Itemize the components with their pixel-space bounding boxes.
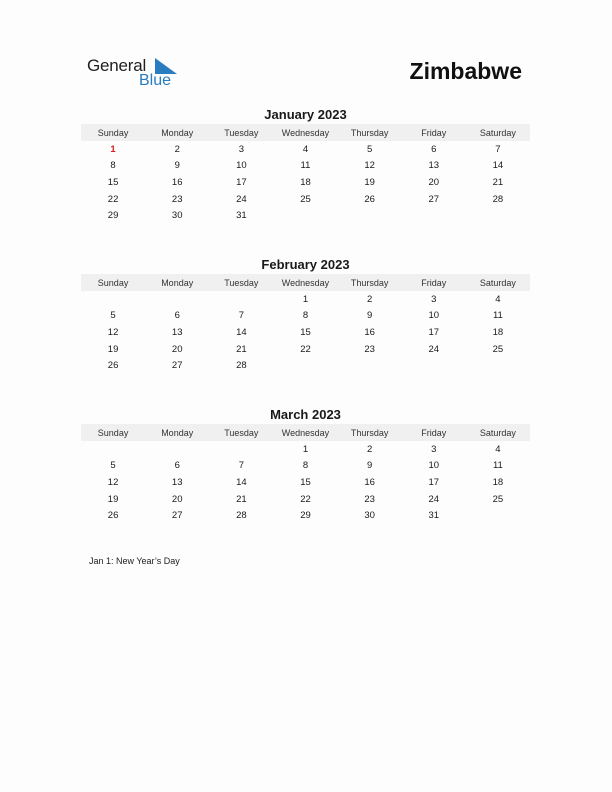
day-cell: 14 (492, 160, 504, 172)
day-cell: 17 (428, 326, 440, 338)
day-cell: 12 (107, 326, 119, 338)
week-row (81, 158, 530, 175)
day-cell: 20 (171, 343, 183, 355)
month-grid (81, 441, 530, 524)
week-row (81, 491, 530, 508)
weekday-label: Friday (421, 127, 447, 138)
country-title: Zimbabwe (409, 58, 522, 84)
weekday-label: Tuesday (224, 277, 259, 288)
day-cell: 7 (238, 460, 244, 472)
day-cell: 26 (107, 360, 119, 372)
day-cell: 10 (428, 460, 440, 472)
day-cell: 27 (428, 193, 440, 205)
day-cell: 11 (300, 160, 311, 172)
day-cell: 12 (364, 160, 375, 172)
day-cell: 23 (171, 193, 183, 205)
day-cell: 30 (364, 510, 375, 522)
day-cell: 13 (428, 160, 440, 172)
weekday-label: Monday (161, 427, 194, 438)
day-cell: 16 (364, 476, 375, 488)
month-title: January 2023 (264, 107, 347, 122)
day-cell: 4 (302, 143, 309, 155)
week-row (81, 341, 530, 358)
day-cell: 5 (110, 310, 116, 322)
day-cell: 19 (364, 176, 375, 188)
week-row (81, 458, 530, 475)
day-cell: 27 (171, 510, 183, 522)
day-cell: 3 (238, 143, 244, 155)
day-cell: 16 (364, 326, 375, 338)
day-cell: 26 (364, 193, 375, 205)
day-cell: 22 (300, 343, 311, 355)
day-cell: 11 (492, 460, 503, 472)
brand-line1: General (87, 56, 147, 75)
week-row (81, 324, 530, 341)
week-row (81, 507, 530, 524)
day-cell: 21 (236, 343, 247, 355)
weekday-label: Wednesday (281, 127, 330, 138)
week-row (81, 207, 530, 224)
day-cell: 28 (236, 360, 247, 372)
weekday-label: Tuesday (224, 127, 259, 138)
day-cell: 28 (492, 193, 504, 205)
weekday-label: Thursday (350, 427, 389, 438)
weekday-header (81, 274, 530, 291)
day-cell: 28 (236, 510, 247, 522)
day-cell: 9 (174, 160, 180, 172)
week-row (81, 308, 530, 325)
weekday-header (81, 424, 530, 441)
month-february (81, 256, 530, 374)
weekday-label: Thursday (350, 277, 389, 288)
day-cell: 15 (300, 326, 311, 338)
day-cell: 15 (107, 176, 119, 188)
weekday-label: Wednesday (281, 427, 330, 438)
month-grid (81, 141, 530, 224)
day-cell: 11 (492, 310, 503, 322)
day-cell: 14 (236, 476, 247, 488)
day-cell: 6 (431, 143, 437, 155)
day-cell: 1 (302, 443, 309, 455)
day-cell: 20 (428, 176, 440, 188)
week-row (81, 357, 530, 374)
day-cell: 15 (300, 476, 311, 488)
day-cell: 27 (171, 360, 183, 372)
day-cell: 8 (302, 460, 309, 472)
holiday-note: Jan 1: New Year’s Day (89, 556, 180, 566)
day-cell: 4 (495, 443, 501, 455)
day-cell: 13 (171, 476, 183, 488)
weekday-label: Monday (161, 127, 194, 138)
day-cell: 23 (364, 343, 375, 355)
weekday-label: Sunday (97, 127, 129, 138)
weekday-label: Sunday (97, 277, 129, 288)
day-cell-holiday: 1 (110, 143, 116, 155)
day-cell: 24 (428, 343, 440, 355)
day-cell: 26 (107, 510, 119, 522)
day-cell: 17 (428, 476, 440, 488)
day-cell: 2 (366, 443, 373, 455)
holiday-notes (89, 556, 180, 566)
day-cell: 25 (492, 343, 504, 355)
day-cell: 21 (236, 493, 247, 505)
month-march (81, 406, 530, 524)
day-cell: 7 (495, 143, 501, 155)
day-cell: 3 (431, 443, 437, 455)
day-cell: 5 (366, 143, 373, 155)
brand-line2: Blue (139, 72, 172, 89)
day-cell: 31 (236, 210, 247, 222)
day-cell: 31 (428, 510, 440, 522)
day-cell: 10 (236, 160, 247, 172)
day-cell: 14 (236, 326, 247, 338)
weekday-label: Sunday (97, 427, 129, 438)
day-cell: 22 (107, 193, 119, 205)
day-cell: 2 (366, 293, 373, 305)
day-cell: 5 (110, 460, 116, 472)
month-grid (81, 291, 530, 374)
day-cell: 2 (174, 143, 180, 155)
day-cell: 6 (174, 310, 180, 322)
day-cell: 25 (492, 493, 504, 505)
day-cell: 8 (302, 310, 309, 322)
day-cell: 13 (171, 326, 183, 338)
weekday-label: Friday (421, 277, 447, 288)
day-cell: 24 (236, 193, 247, 205)
weekday-header (81, 124, 530, 141)
day-cell: 25 (300, 193, 311, 205)
day-cell: 9 (366, 460, 373, 472)
week-row (81, 191, 530, 208)
day-cell: 7 (238, 310, 244, 322)
weekday-label: Saturday (479, 277, 516, 288)
month-title: March 2023 (270, 407, 341, 422)
week-row (81, 174, 530, 191)
weekday-label: Saturday (479, 427, 516, 438)
day-cell: 8 (110, 160, 116, 172)
weekday-label: Friday (421, 427, 447, 438)
day-cell: 4 (495, 293, 501, 305)
month-january (81, 106, 530, 224)
weekday-label: Thursday (350, 127, 389, 138)
day-cell: 12 (107, 476, 119, 488)
day-cell: 3 (431, 293, 437, 305)
day-cell: 19 (107, 343, 119, 355)
day-cell: 20 (171, 493, 183, 505)
day-cell: 22 (300, 493, 311, 505)
day-cell: 19 (107, 493, 119, 505)
week-row (81, 291, 530, 308)
weekday-label: Saturday (479, 127, 516, 138)
day-cell: 30 (171, 210, 183, 222)
day-cell: 6 (174, 460, 180, 472)
day-cell: 23 (364, 493, 375, 505)
week-row (81, 474, 530, 491)
brand-logo (87, 56, 187, 92)
month-title: February 2023 (261, 257, 350, 272)
weekday-label: Tuesday (224, 427, 259, 438)
day-cell: 18 (492, 476, 504, 488)
weekday-label: Wednesday (281, 277, 330, 288)
day-cell: 10 (428, 310, 440, 322)
day-cell: 1 (302, 293, 309, 305)
day-cell: 16 (171, 176, 183, 188)
day-cell: 17 (236, 176, 247, 188)
weekday-label: Monday (161, 277, 194, 288)
day-cell: 24 (428, 493, 440, 505)
day-cell: 18 (492, 326, 504, 338)
day-cell: 21 (492, 176, 504, 188)
week-row (81, 141, 530, 158)
day-cell: 18 (300, 176, 311, 188)
day-cell: 29 (107, 210, 119, 222)
week-row (81, 441, 530, 458)
day-cell: 9 (366, 310, 373, 322)
day-cell: 29 (300, 510, 311, 522)
